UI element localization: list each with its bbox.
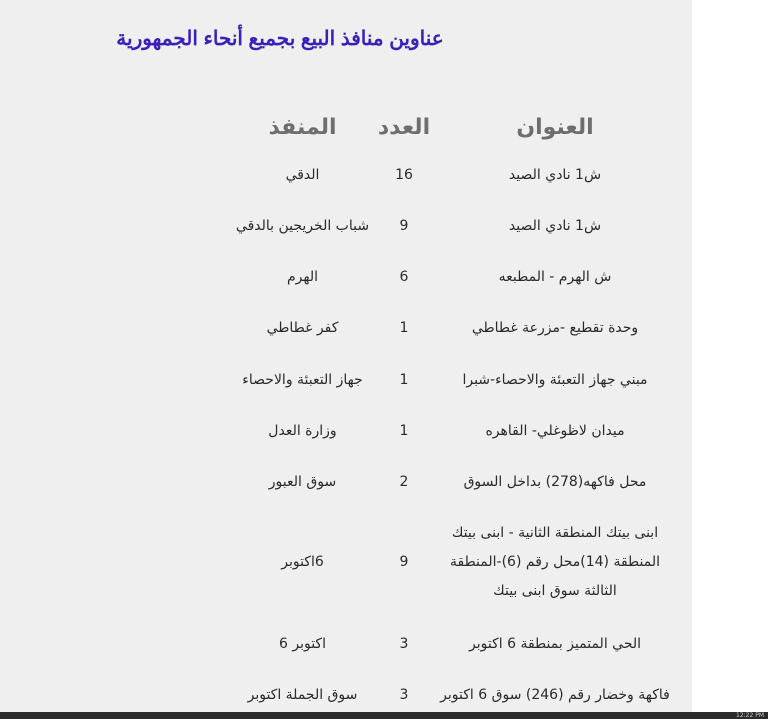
table-row-6-outlet: وزارة العدل: [268, 423, 337, 439]
table-row-8-outlet: 6اكتوبر: [281, 554, 324, 570]
table-row-9-outlet: اكتوبر 6: [278, 636, 326, 652]
header-count: العدد: [377, 115, 431, 140]
taskbar-clock[interactable]: 12:22 PM: [736, 712, 764, 719]
table-row-4-count: 1: [399, 320, 409, 336]
table-row-6-address: ميدان لاظوغلي- القاهره: [485, 423, 625, 439]
table-row-2-outlet: شباب الخريجين بالدقي: [235, 218, 370, 234]
table-row-5-address: مبني جهاز التعبئة والاحصاء-شبرا: [462, 372, 648, 388]
table-row-3-count: 6: [399, 269, 409, 285]
table-row-1-count: 16: [395, 167, 413, 183]
table-row-8-address: ابنى بيتك المنطقة الثانية - ابنى بيتك المنطقة (14)محل رقم (6)-المنطقة الثالثة سوق ابنى بيتك: [449, 525, 660, 599]
table-row-1-outlet: الدقي: [285, 167, 320, 183]
table-row-3-address: ش الهرم - المطبعه: [498, 269, 612, 285]
table-row-5-outlet: جهاز التعبئة والاحصاء: [242, 372, 363, 388]
table-row-10-outlet: سوق الجملة اكتوبر: [247, 687, 358, 703]
table-row-8-count: 9: [399, 554, 409, 570]
table-row-4-address: وحدة تقطيع -مزرعة غطاطي: [471, 320, 639, 336]
table-row-7-count: 2: [399, 474, 409, 490]
header-outlet: المنفذ: [268, 115, 337, 140]
table-row-2-count: 9: [399, 218, 409, 234]
page-title: عناوين منافذ البيع بجميع أنحاء الجمهورية: [116, 28, 444, 50]
table-row-7-address: محل فاكهه(278) بداخل السوق: [463, 474, 647, 490]
table-row-7-outlet: سوق العبور: [268, 474, 337, 490]
taskbar: [0, 712, 768, 719]
table-row-1-address: ش1 نادي الصيد: [508, 167, 602, 183]
header-address: العنوان: [516, 115, 594, 140]
table-row-10-count: 3: [399, 687, 409, 703]
table-row-6-count: 1: [399, 423, 409, 439]
table-row-10-address: فاكهة وخضار رقم (246) سوق 6 اكتوبر: [440, 687, 670, 703]
table-row-5-count: 1: [399, 372, 409, 388]
table-row-9-address: الحي المتميز بمنطقة 6 اكتوبر: [468, 636, 642, 652]
table-row-2-address: ش1 نادي الصيد: [508, 218, 602, 234]
table-row-3-outlet: الهرم: [286, 269, 318, 285]
table-row-4-outlet: كفر غطاطي: [266, 320, 339, 336]
table-row-9-count: 3: [399, 636, 409, 652]
